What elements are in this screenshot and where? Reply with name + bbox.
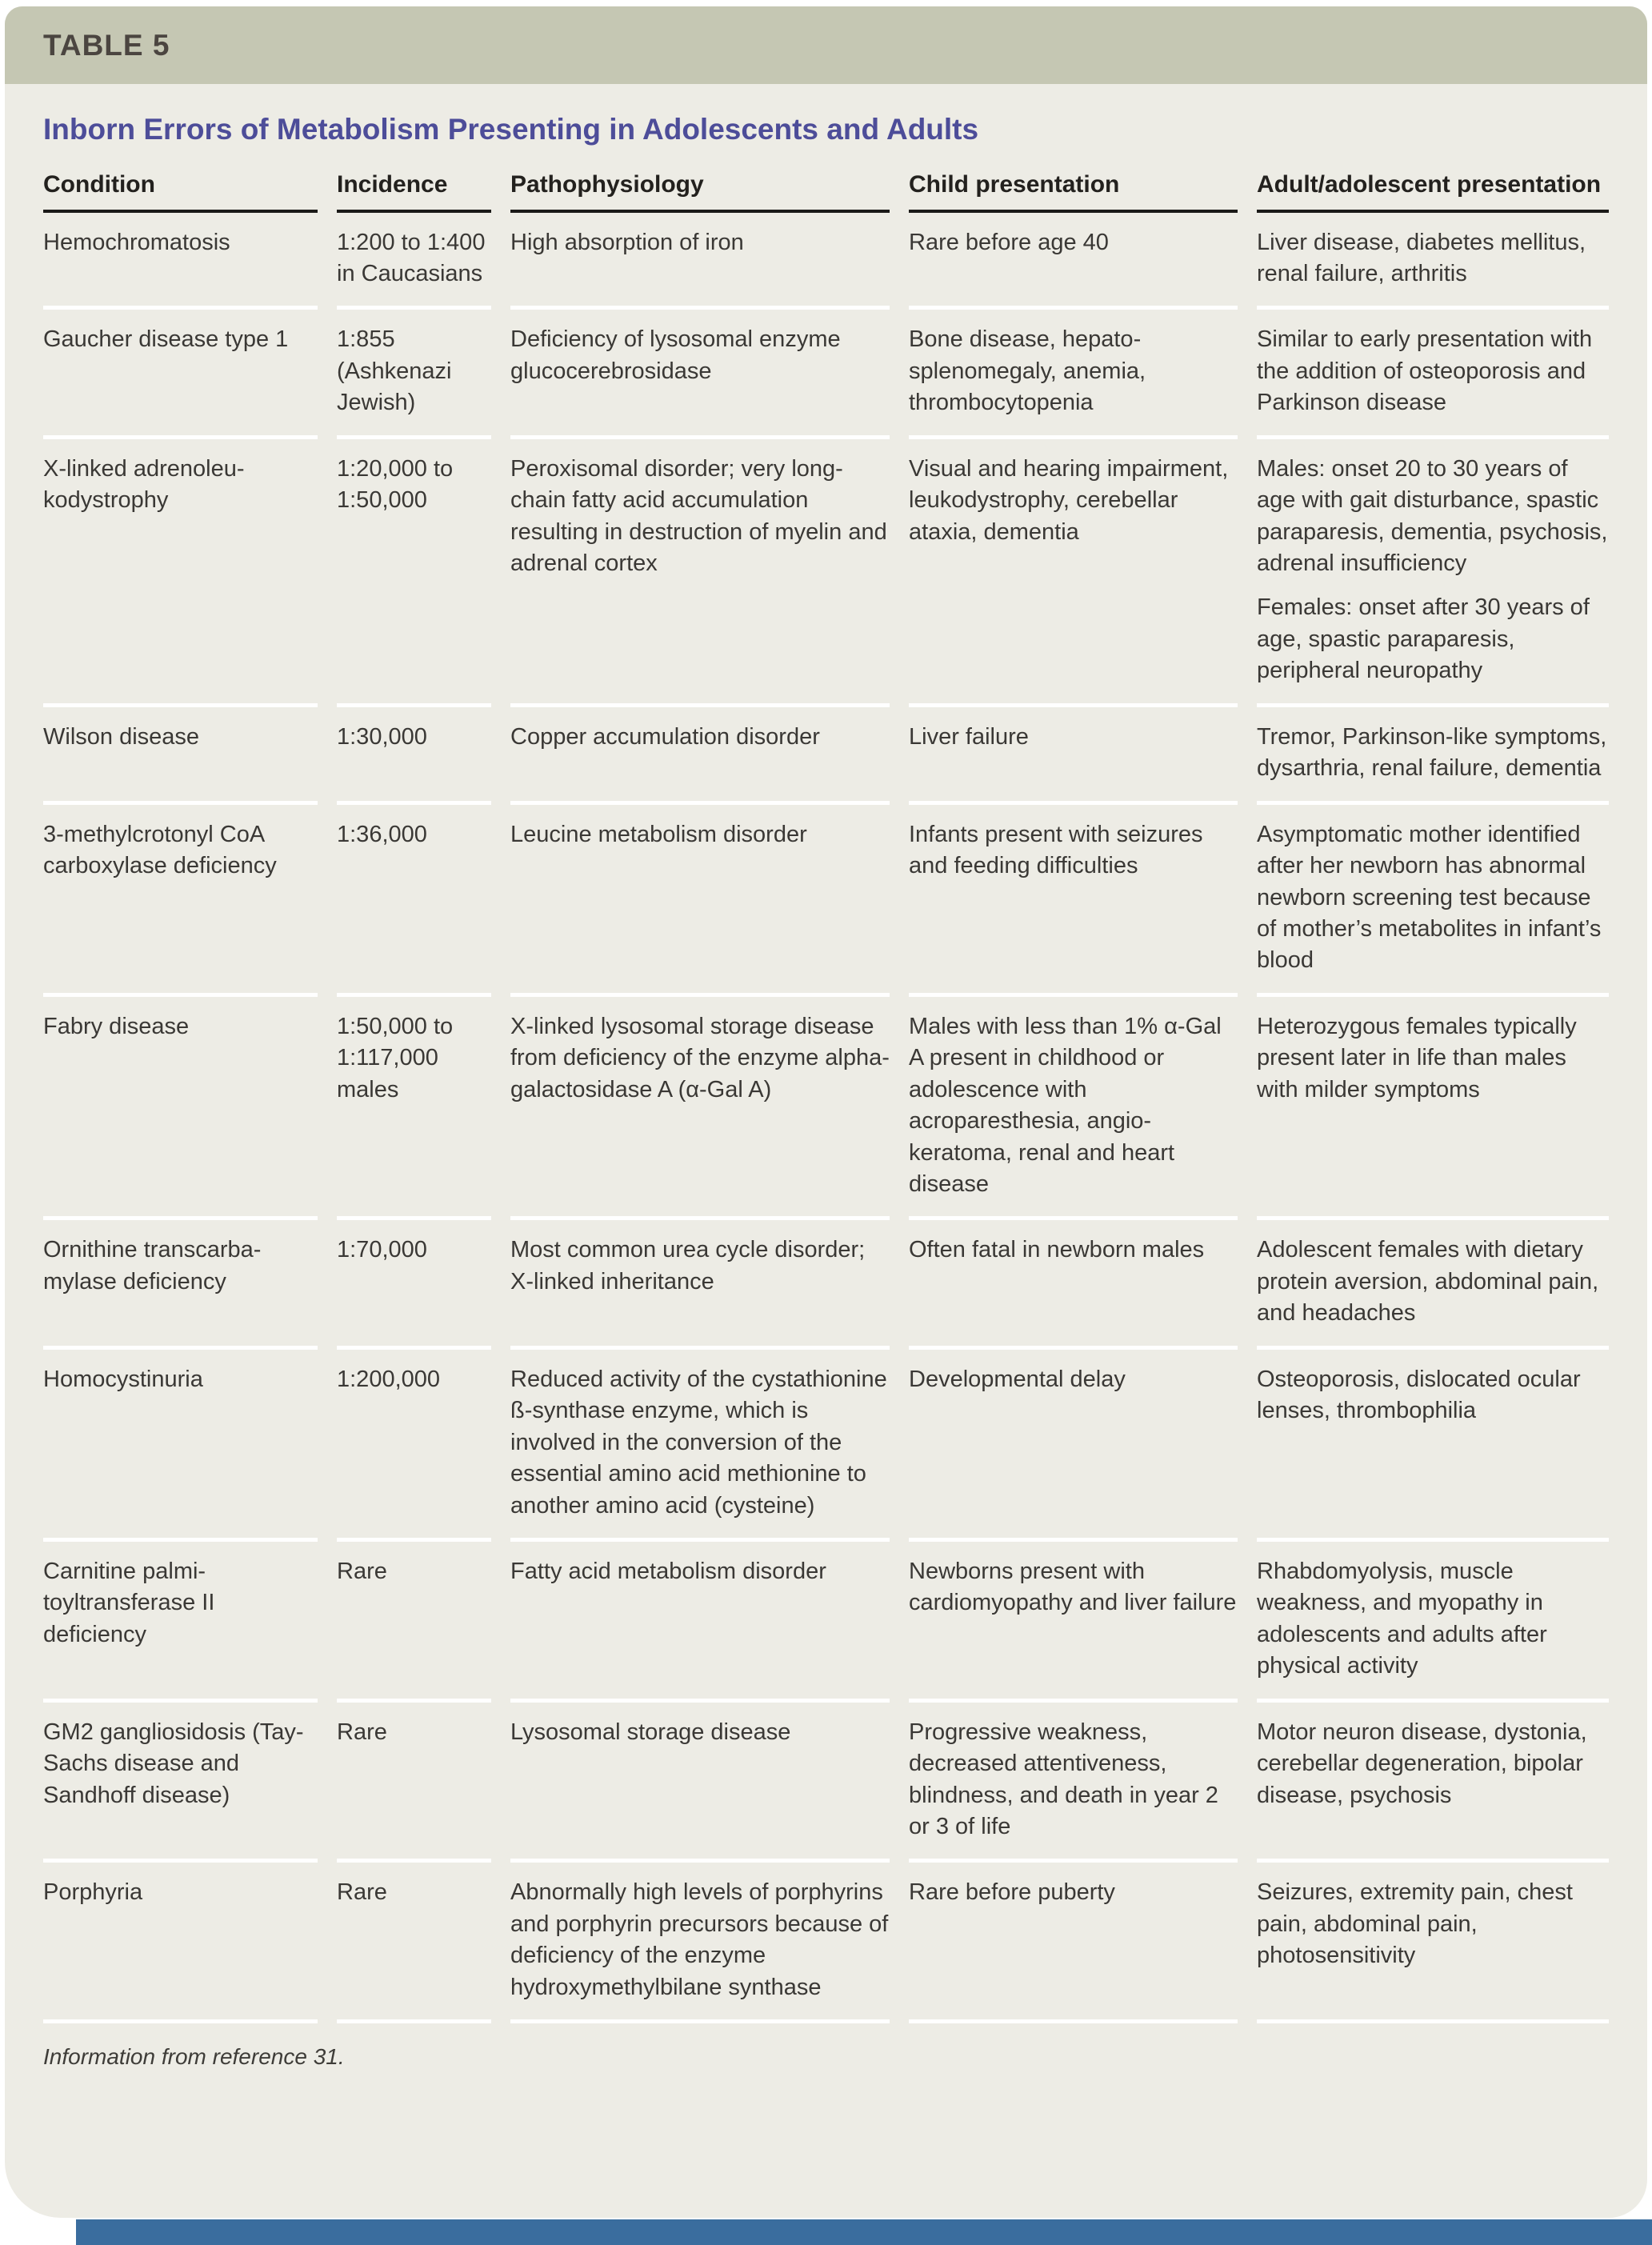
cell-incidence: Rare — [337, 1703, 491, 1863]
cell-condition: Fabry disease — [43, 997, 318, 1221]
cell-child: Bone disease, hepatosplenomegaly, anemia, thrombocytopenia — [909, 310, 1238, 438]
cell-child: Often fatal in newborn males — [909, 1220, 1238, 1349]
column-header-child-presentation: Child presentation — [909, 171, 1238, 213]
cell-pathophysiology: X-linked lysosomal storage disease from deficiency of the enzyme alpha-galactosidase A (α-Gal A) — [510, 997, 890, 1221]
cell-pathophysiology: Deficiency of lysosomal enzyme glucocerebrosidase — [510, 310, 890, 438]
cell-incidence: 1:20,000 to 1:50,000 — [337, 439, 491, 707]
table-label-band — [5, 6, 1647, 84]
cell-condition: Porphyria — [43, 1863, 318, 2023]
cell-adult: Motor neuron disease, dystonia, cerebellar degeneration, bipolar disease, psychosis — [1257, 1703, 1609, 1863]
cell-condition: Gaucher disease type 1 — [43, 310, 318, 438]
cell-adult: Similar to early presentation with the addition of osteoporosis and Parkinson disease — [1257, 310, 1609, 438]
cell-incidence: 1:30,000 — [337, 707, 491, 805]
footnote: Information from reference 31. — [43, 2044, 345, 2070]
cell-adult: Adolescent females with dietary protein aversion, abdominal pain, and headaches — [1257, 1220, 1609, 1349]
cell-adult: Liver disease, diabetes mellitus, renal failure, arthritis — [1257, 213, 1609, 310]
table-content — [5, 113, 1647, 2084]
cell-pathophysiology: Peroxisomal disorder; very long-chain fatty acid accumulation resulting in destruction of myelin and adrenal cortex — [510, 439, 890, 707]
cell-condition: GM2 gangliosidosis (Tay-Sachs disease and Sandhoff disease) — [43, 1703, 318, 1863]
table-title: Inborn Errors of Metabolism Presenting in Adolescents and Adults — [43, 113, 979, 146]
column-header-incidence: Incidence — [337, 171, 491, 213]
cell-child: Rare before puberty — [909, 1863, 1238, 2023]
cell-adult: Osteoporosis, dislocated ocular lenses, thrombophilia — [1257, 1350, 1609, 1542]
cell-child: Liver failure — [909, 707, 1238, 805]
cell-incidence: 1:70,000 — [337, 1220, 491, 1349]
cell-condition: X-linked adrenoleukodystrophy — [43, 439, 318, 707]
cell-pathophysiology: Most common urea cycle disorder; X-linked inheritance — [510, 1220, 890, 1349]
column-header-condition: Condition — [43, 171, 318, 213]
cell-incidence: 1:200 to 1:400 in Caucasians — [337, 213, 491, 310]
cell-adult: Tremor, Parkinson-like symptoms, dysarthria, renal failure, dementia — [1257, 707, 1609, 805]
cell-pathophysiology: Copper accumulation disorder — [510, 707, 890, 805]
cell-condition: 3-methylcrotonyl CoA carboxylase deficiency — [43, 805, 318, 997]
cell-adult: Seizures, extremity pain, chest pain, abdominal pain, photosensitivity — [1257, 1863, 1609, 2023]
cell-incidence: Rare — [337, 1542, 491, 1703]
cell-pathophysiology: Abnormally high levels of porphyrins and porphyrin precursors because of deficiency of the enzyme hydroxymethylbilane synthase — [510, 1863, 890, 2023]
cell-adult: Rhabdomyolysis, muscle weakness, and myopathy in adolescents and adults after physical activity — [1257, 1542, 1609, 1703]
table-card — [5, 6, 1647, 2218]
cell-incidence: Rare — [337, 1863, 491, 2023]
cell-condition: Homocystinuria — [43, 1350, 318, 1542]
cell-adult: Males: onset 20 to 30 years of age with gait disturbance, spastic paraparesis, dementia, psychosis, adrenal insufficiency Females: onset after 30 years of age, spastic paraparesis, peripheral neuropathy — [1257, 439, 1609, 707]
cell-condition: Ornithine transcarbamylase deficiency — [43, 1220, 318, 1349]
cell-child: Newborns present with cardiomyopathy and liver failure — [909, 1542, 1238, 1703]
cell-child: Rare before age 40 — [909, 213, 1238, 310]
data-table — [43, 171, 1609, 2024]
column-header-pathophysiology: Pathophysiology — [510, 171, 890, 213]
cell-pathophysiology: High absorption of iron — [510, 213, 890, 310]
cell-child: Visual and hearing impairment, leukodystrophy, cerebellar ataxia, dementia — [909, 439, 1238, 707]
cell-incidence: 1:50,000 to 1:117,000 males — [337, 997, 491, 1221]
cell-pathophysiology: Leucine metabolism disorder — [510, 805, 890, 997]
cell-child: Infants present with seizures and feeding difficulties — [909, 805, 1238, 997]
cell-pathophysiology: Reduced activity of the cystathionine ß-synthase enzyme, which is involved in the conversion of the essential amino acid methionine to another amino acid (cysteine) — [510, 1350, 890, 1542]
cell-condition: Carnitine palmitoyltransferase II deficiency — [43, 1542, 318, 1703]
cell-incidence: 1:200,000 — [337, 1350, 491, 1542]
cell-child: Males with less than 1% α-Gal A present in childhood or adolescence with acroparesthesia, angiokeratoma, renal and heart disease — [909, 997, 1238, 1221]
table-label: TABLE 5 — [43, 28, 170, 62]
cell-child: Developmental delay — [909, 1350, 1238, 1542]
cell-incidence: 1:855 (Ashkenazi Jewish) — [337, 310, 491, 438]
cell-condition: Wilson disease — [43, 707, 318, 805]
cell-adult: Heterozygous females typically present later in life than males with milder symptoms — [1257, 997, 1609, 1221]
cell-pathophysiology: Lysosomal storage disease — [510, 1703, 890, 1863]
cell-child: Progressive weakness, decreased attentiveness, blindness, and death in year 2 or 3 of life — [909, 1703, 1238, 1863]
cell-adult: Asymptomatic mother identified after her newborn has abnormal newborn screening test because of mother’s metabolites in infant’s blood — [1257, 805, 1609, 997]
bottom-accent-bar — [76, 2219, 1652, 2245]
cell-pathophysiology: Fatty acid metabolism disorder — [510, 1542, 890, 1703]
cell-incidence: 1:36,000 — [337, 805, 491, 997]
column-header-adult-adolescent-presentation: Adult/adolescent presentation — [1257, 171, 1609, 213]
cell-condition: Hemochromatosis — [43, 213, 318, 310]
